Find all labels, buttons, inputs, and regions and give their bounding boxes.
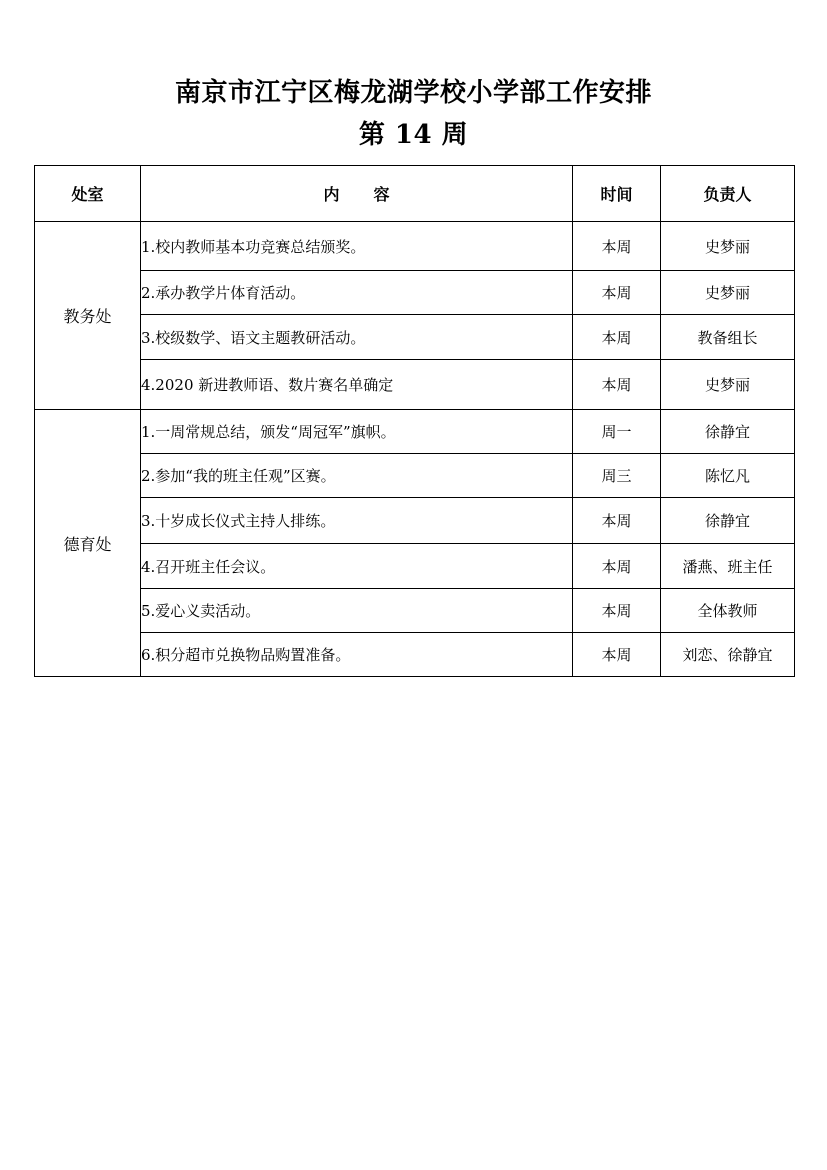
office-cell-deyu: 德育处 (35, 410, 141, 677)
owner-cell: 徐静宜 (661, 498, 795, 544)
header-owner: 负责人 (661, 166, 795, 222)
table-row (35, 315, 795, 360)
time-cell: 本周 (573, 589, 661, 633)
page-title: 南京市江宁区梅龙湖学校小学部工作安排 (174, 78, 652, 108)
week-label: 第 14 周 (358, 120, 469, 150)
content-cell: 1.一周常规总结，颁发“周冠军”旗帜。 (141, 410, 573, 454)
content-cell: 2.参加“我的班主任观”区赛。 (141, 454, 573, 498)
content-cell: 1.校内教师基本功竞赛总结颁奖。 (141, 222, 573, 271)
owner-cell: 史梦丽 (661, 271, 795, 315)
office-cell-jiaowu: 教务处 (35, 222, 141, 410)
table-row (35, 271, 795, 315)
header-office: 处室 (35, 166, 141, 222)
content-cell: 2.承办教学片体育活动。 (141, 271, 573, 315)
owner-cell: 潘燕、班主任 (661, 544, 795, 589)
table-row (35, 222, 795, 271)
table-row (35, 633, 795, 677)
time-cell: 周一 (573, 410, 661, 454)
owner-cell: 史梦丽 (661, 222, 795, 271)
header-content-b: 容 (373, 185, 390, 204)
header-content (141, 166, 573, 222)
time-cell: 本周 (573, 271, 661, 315)
time-cell: 本周 (573, 633, 661, 677)
content-cell: 6.积分超市兑换物品购置准备。 (141, 633, 573, 677)
time-cell: 本周 (573, 544, 661, 589)
header-time: 时间 (573, 166, 661, 222)
table-row (35, 589, 795, 633)
content-cell: 3.校级数学、语文主题教研活动。 (141, 315, 573, 360)
header-content-a: 内 (323, 185, 340, 204)
time-cell: 本周 (573, 222, 661, 271)
owner-cell: 教备组长 (661, 315, 795, 360)
time-cell: 本周 (573, 498, 661, 544)
table-header-row (35, 166, 795, 222)
owner-cell: 刘恋、徐静宜 (661, 633, 795, 677)
time-cell: 周三 (573, 454, 661, 498)
owner-cell: 全体教师 (661, 589, 795, 633)
content-cell: 3.十岁成长仪式主持人排练。 (141, 498, 573, 544)
content-cell: 4.2020 新进教师语、数片赛名单确定 (141, 360, 573, 410)
owner-cell: 史梦丽 (661, 360, 795, 410)
table-row (35, 498, 795, 544)
table-row (35, 544, 795, 589)
time-cell: 本周 (573, 315, 661, 360)
table-row (35, 454, 795, 498)
time-cell: 本周 (573, 360, 661, 410)
table-row (35, 410, 795, 454)
owner-cell: 陈忆凡 (661, 454, 795, 498)
schedule-table (34, 165, 795, 677)
content-cell: 5.爱心义卖活动。 (141, 589, 573, 633)
table-row (35, 360, 795, 410)
owner-cell: 徐静宜 (661, 410, 795, 454)
content-cell: 4.召开班主任会议。 (141, 544, 573, 589)
